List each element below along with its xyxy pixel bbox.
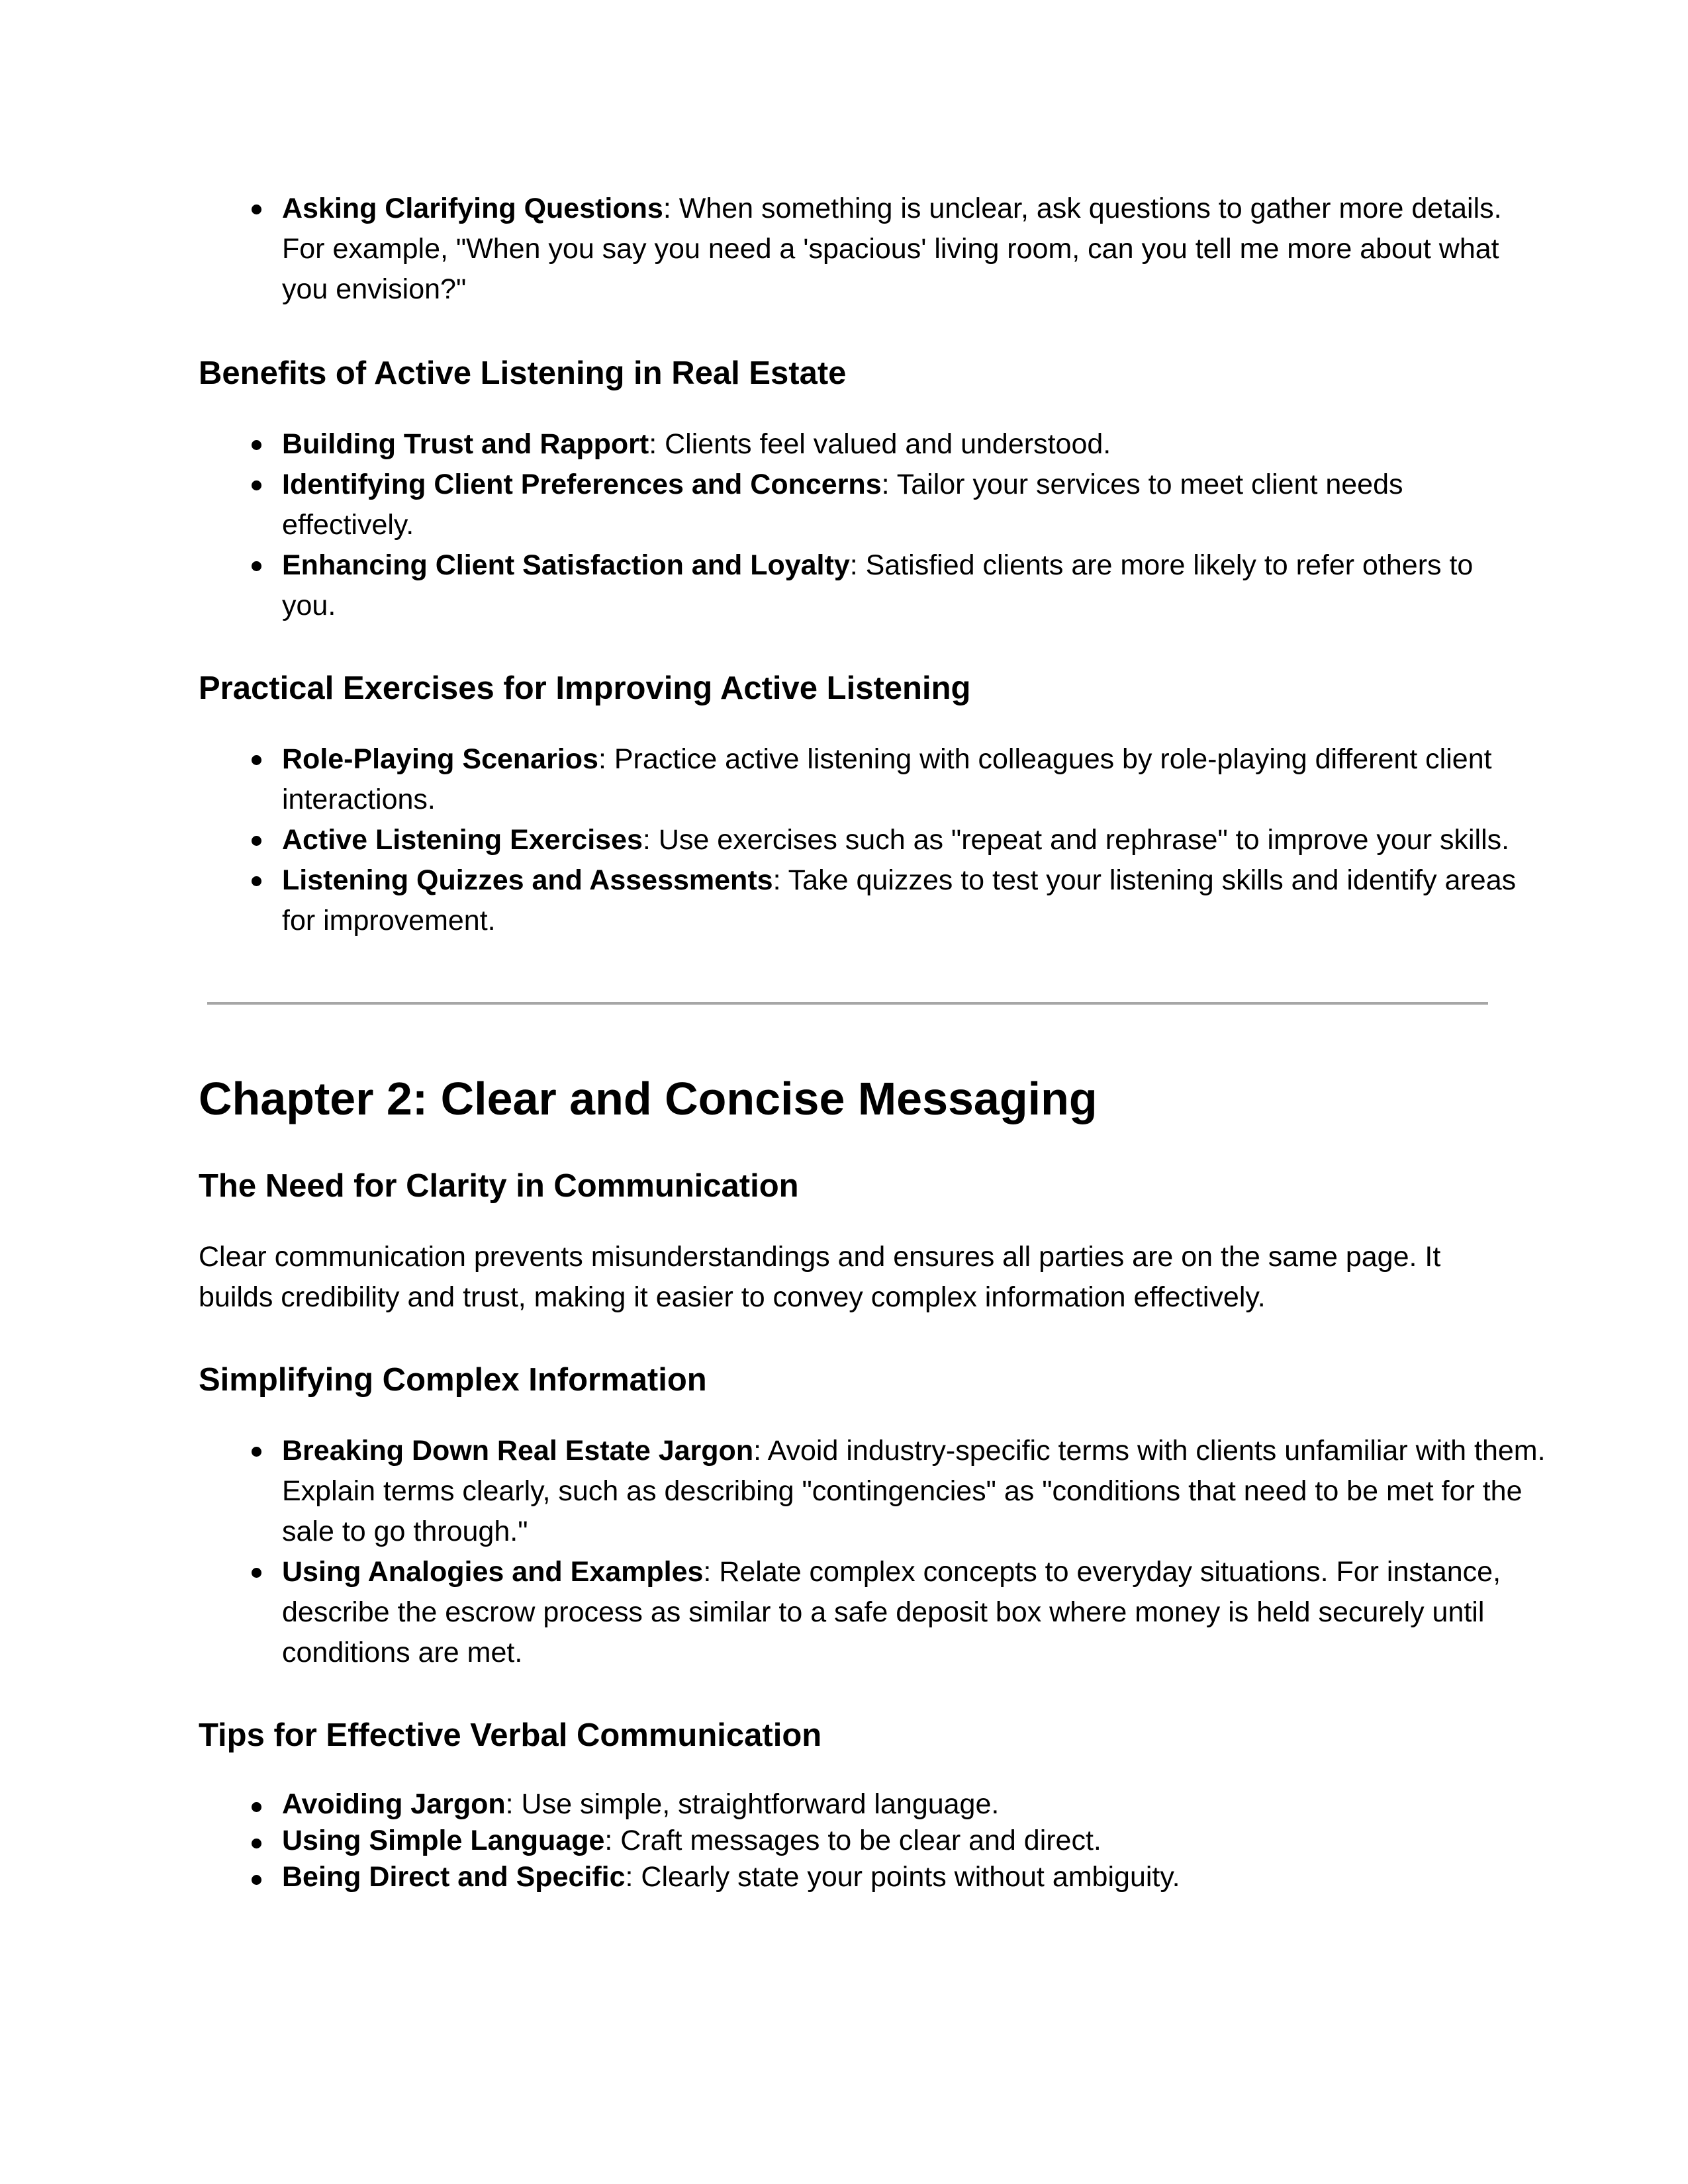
document-page — [199, 189, 1546, 1895]
list-item-text: : Relate complex concepts to everyday situations. For instance, describe the escrow process as similar to a safe deposit box where money is held securely until conditions are met. — [282, 1556, 1501, 1668]
list-item — [282, 860, 1526, 941]
simplifying-heading: Simplifying Complex Information — [199, 1362, 707, 1398]
list-item-term: Role-Playing Scenarios — [282, 743, 598, 775]
list-item-term: Listening Quizzes and Assessments — [282, 864, 773, 896]
list-item-term: Breaking Down Real Estate Jargon — [282, 1435, 754, 1467]
exercises-list — [199, 739, 1526, 941]
simplifying-list — [199, 1431, 1553, 1673]
list-item — [282, 1823, 1526, 1859]
list-item-term: Avoiding Jargon — [282, 1788, 506, 1820]
list-item-term: Enhancing Client Satisfaction and Loyalty — [282, 549, 850, 581]
list-item-term: Identifying Client Preferences and Concerns — [282, 469, 882, 500]
chapter-title: Chapter 2: Clear and Concise Messaging — [199, 1073, 1098, 1124]
intro-list — [199, 189, 1526, 310]
clarity-paragraph: Clear communication prevents misunderstandings and ensures all parties are on the same page. It builds credibility and trust, making it easier to convey complex information effectively. — [199, 1241, 1441, 1313]
benefits-heading: Benefits of Active Listening in Real Estate — [199, 355, 847, 391]
list-item — [282, 1431, 1553, 1552]
list-item-term: Using Simple Language — [282, 1825, 605, 1856]
list-item-text: : Take quizzes to test your listening skills and identify areas for improvement. — [282, 864, 1517, 936]
list-item — [282, 545, 1526, 626]
list-item-text: : Craft messages to be clear and direct. — [604, 1825, 1102, 1856]
list-item — [282, 465, 1526, 545]
list-item-text: : Tailor your services to meet client needs effectively. — [282, 469, 1403, 541]
list-item — [282, 1786, 1526, 1823]
section-divider — [207, 1002, 1488, 1005]
list-item — [282, 1859, 1526, 1895]
list-item — [282, 189, 1526, 310]
list-item-term: Active Listening Exercises — [282, 824, 643, 856]
list-item-text: : Avoid industry-specific terms with clients unfamiliar with them. Explain terms clearly, such as describing "contingencies" as "conditions that need to be met for the sale to go through." — [282, 1435, 1546, 1547]
tips-heading: Tips for Effective Verbal Communication — [199, 1717, 822, 1753]
list-item-text: : Practice active listening with colleagues by role-playing different client interactions. — [282, 743, 1492, 815]
list-item — [282, 1552, 1553, 1673]
list-item-text: : Use simple, straightforward language. — [505, 1788, 1000, 1820]
list-item-term: Using Analogies and Examples — [282, 1556, 704, 1588]
list-item-text: : When something is unclear, ask questions to gather more details. For example, "When you say you need a 'spacious' living room, can you tell me more about what you envision?" — [282, 193, 1502, 305]
list-item-text: : Clearly state your points without ambiguity. — [625, 1861, 1180, 1893]
tips-list — [199, 1786, 1526, 1895]
list-item-term: Building Trust and Rapport — [282, 428, 649, 460]
list-item-term: Being Direct and Specific — [282, 1861, 626, 1893]
benefits-list — [199, 424, 1526, 626]
list-item — [282, 820, 1526, 860]
list-item-text: : Clients feel valued and understood. — [649, 428, 1111, 460]
exercises-heading: Practical Exercises for Improving Active Listening — [199, 670, 971, 706]
list-item-text: : Satisfied clients are more likely to refer others to you. — [282, 549, 1474, 621]
list-item-text: : Use exercises such as "repeat and rephrase" to improve your skills. — [642, 824, 1510, 856]
list-item-term: Asking Clarifying Questions — [282, 193, 663, 224]
clarity-heading: The Need for Clarity in Communication — [199, 1168, 799, 1204]
list-item — [282, 424, 1526, 465]
list-item — [282, 739, 1526, 820]
